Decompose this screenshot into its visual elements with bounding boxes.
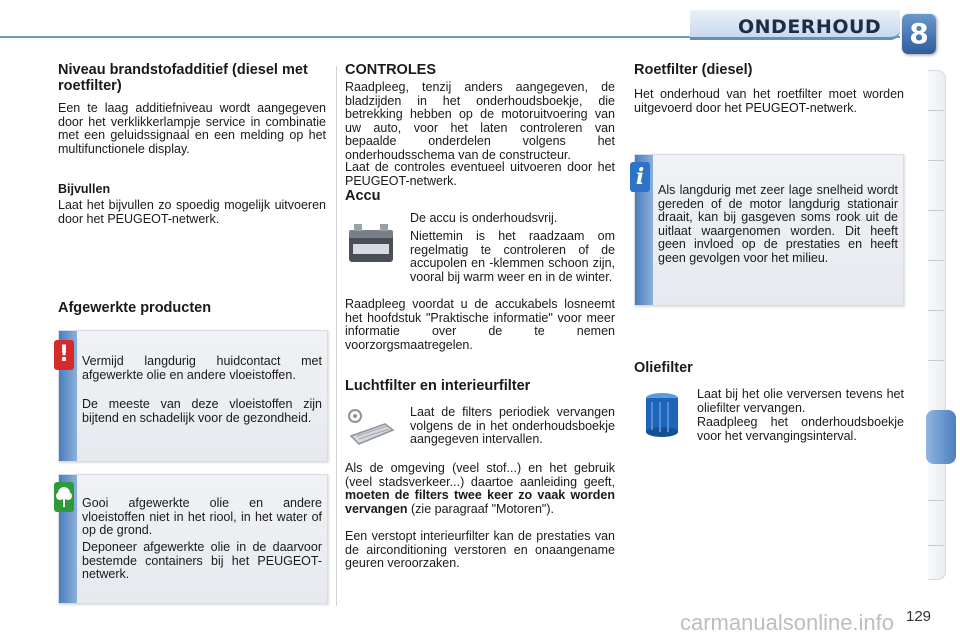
waste-products-heading: Afgewerkte producten [58, 300, 212, 316]
air-filter-icon [345, 406, 397, 452]
warning-text-1: Vermijd langdurig huidcontact met afgewerkte olie en andere vloeistoffen. [82, 354, 322, 382]
refill-subheading: Bijvullen [58, 182, 111, 196]
battery-heading: Accu [345, 188, 381, 204]
index-tab-divider [928, 545, 944, 546]
index-tab-divider [928, 210, 944, 211]
info-icon: i [630, 162, 650, 192]
index-tab-divider [928, 310, 944, 311]
environment-text-2: Deponeer afgewerkte olie in de daarvoor bestemde containers bij het PEUGEOT-netwerk. [82, 540, 322, 581]
watermark: carmanualsonline.info [680, 610, 895, 635]
refill-text: Laat het bijvullen zo spoedig mogelijk uitvoeren door het PEUGEOT-netwerk. [58, 198, 326, 226]
index-tab-divider [928, 260, 944, 261]
index-tab-divider [928, 160, 944, 161]
air-filter-text-1: Laat de filters periodiek vervangen volgens de in het onderhoudsboekje aangegeven intervallen. [410, 405, 615, 446]
air-filter-text-2-emphasis: moeten de filters twee keer zo vaak worden vervangen [345, 488, 615, 516]
air-filter-text-2 [345, 462, 615, 516]
environment-text-1: Gooi afgewerkte olie en andere vloeistoffen niet in het riool, in het water of op de grond. [82, 496, 322, 537]
warning-icon: ! [54, 340, 74, 370]
air-filter-text-2c: (zie paragraaf "Motoren"). [411, 501, 554, 516]
air-filter-heading: Luchtfilter en interieurfilter [345, 378, 531, 394]
air-filter-text-2a: Als de omgeving (veel stof...) en het gebruik (veel stadsverkeer...) daartoe aanleiding geeft, [345, 461, 615, 489]
oil-filter-icon [640, 390, 684, 440]
battery-icon [345, 216, 397, 268]
oil-filter-text-1: Laat bij het olie verversen tevens het oliefilter vervangen. [697, 387, 904, 415]
controls-text-2: Laat de controles eventueel uitvoeren door het PEUGEOT-netwerk. [345, 160, 615, 188]
chapter-number-badge: 8 [902, 14, 936, 54]
index-tab-divider [928, 110, 944, 111]
controls-text-1: Raadpleeg, tenzij anders aangegeven, de bladzijden in het onderhoudsboekje, die betrekking hebben op de motoruitvoering van uw auto, voor het laten controleren van bepaalde onderdelen volgens het onderhoudsschema van de constructeur. [345, 80, 615, 162]
index-tab-divider [928, 360, 944, 361]
chapter-title: ONDERHOUD [738, 16, 882, 38]
environment-icon [54, 482, 74, 512]
active-chapter-tab[interactable] [926, 410, 956, 464]
column-divider [336, 66, 337, 606]
additive-level-text: Een te laag additiefniveau wordt aangegeven door het verklikkerlampje service in combinatie met een geluidssignaal en een melding op het multifunctionele display. [58, 101, 326, 156]
particle-filter-text: Het onderhoud van het roetfilter moet worden uitgevoerd door het PEUGEOT-netwerk. [634, 87, 904, 115]
warning-text-2: De meeste van deze vloeistoffen zijn bijtend en schadelijk voor de gezondheid. [82, 397, 322, 425]
additive-level-heading: Niveau brandstofadditief (diesel met roetfilter) [58, 62, 308, 94]
chapter-index-tabs[interactable] [928, 70, 946, 580]
oil-filter-text-2: Raadpleeg het onderhoudsboekje voor het vervangingsinterval. [697, 415, 904, 443]
battery-text-2: Niettemin is het raadzaam om regelmatig te controleren of de accupolen en -klemmen schoon zijn, vooral bij warm weer en in de winter. [410, 230, 615, 284]
particle-filter-heading: Roetfilter (diesel) [634, 62, 753, 78]
environment-note-box [58, 474, 328, 604]
page-number: 129 [906, 608, 932, 625]
index-tab-divider [928, 500, 944, 501]
battery-text-3: Raadpleeg voordat u de accukabels losneemt het hoofdstuk "Praktische informatie" voor meer informatie over de te nemen voorzorgsmaatregelen. [345, 297, 615, 352]
air-filter-text-3: Een verstopt interieurfilter kan de prestaties van de airconditioning verstoren en onaangename geuren veroorzaken. [345, 529, 615, 570]
oil-filter-heading: Oliefilter [634, 360, 693, 376]
battery-text-1: De accu is onderhoudsvrij. [410, 211, 558, 225]
warning-note-box [58, 330, 328, 462]
info-note-text: Als langdurig met zeer lage snelheid wordt gereden of de motor langdurig stationair draait, kan bij gasgeven soms rook uit de uitlaat waargenomen worden. Dit heeft geen invloed op de prestaties en heeft geen gevolgen voor het milieu. [658, 183, 898, 265]
controls-heading: CONTROLES [345, 62, 437, 78]
